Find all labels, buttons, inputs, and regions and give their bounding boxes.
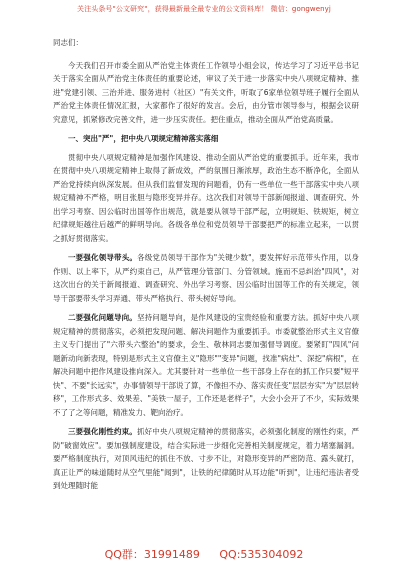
- section-heading-1: 一、突出"严"，把中央八项规定精神落实落细: [68, 134, 219, 143]
- footer: [0, 548, 408, 562]
- footer-qq: QQ:535304092: [219, 548, 304, 561]
- paragraph-intro: 今天我们召开市委全面从严治党主体责任工作领导小组会议，传达学习了习近平总书记关于落实全面从严治党主体责任的重要论述，审议了关于进一步落实中央八项规定精神、推进"党建引领、三治并进、服务进村（社区）"有关文件，听取了6家单位领导班子履行全面从严治党主体责任情况汇报，大家都作了很好的发言。会后，由分管市领导参与，根据会议研究意见，抓紧修改完善文件，进一步压实责任。把住重点，推动全面从严治党高质量。: [53, 60, 359, 124]
- point-1-title: 一要强化领导带头。: [68, 253, 138, 262]
- point-1-text: 各级党员领导干部作为"关键少数"，要发挥好示范带头作用，以身作则、以上率下，从严约束自己，从严管理分管部门、分管领域。施而不忌纠治"四风"，对这次出台的关于新闻报道、调查研究、外出学习考察、因公临时出国等工作的有关规定，领导干部要带头学习弄通、带头严格执行、带头树好导向。: [53, 253, 359, 303]
- greeting: 同志们：: [53, 38, 83, 47]
- point-2-title: 二要强化问题导向。: [68, 313, 137, 322]
- point-3-text: 抓好中央八项规定精神的贯彻落实，必须强化制度的刚性约束，严防"破窗效应"。要加强制度建设，结合实际进一步细化完善相关制度规定，着力堵塞漏洞。要严格制度执行，对顶风违纪的抓住不放、寸步不让，对隐形变异的严密防范、露头就打，真正让严的味道随时从空气里能"闻到"，让铁的纪律随时从耳边能"听到"，让违纪违法者受到处理随时能: [53, 427, 360, 490]
- paragraph-point-2: [53, 311, 359, 419]
- paragraph-point-1: [53, 251, 359, 305]
- header-banner: 关注头条号"公文研究"，获得最新最全最专业的公文资料库！ 微信：gongwenyj: [77, 5, 331, 13]
- point-2-text: 坚持问题导向，是作风建设的宝贵经验和重要方法。抓好中央八项规定精神的贯彻落实，必须把发现问题、解决问题作为重要抓手。市委就整治形式主义官僚主义专门提出了"六带头六整治"的要求，会生、敬林同志要加强督导调度。要紧盯"四风"问题新动向新表现，特别是形式主义官僚主义"隐形""变异"问题，找准"病灶"、深挖"病根"，在解决问题中把作风建设推向深入。尤其要针对一些单位一些干部身上存在的抓工作只要"短平快"、不要"长远实"，办事情领导干部说了算，不像担不办、落实责任变"层层夯实"为"层层转移"，工作形式多、效果差、"美铁一屋子，工作还是老样子"，大会小会开了不少，实际效果不了了之等问题，精准发力、靶向治疗。: [53, 313, 360, 417]
- point-3-title: 三要强化刚性约束。: [68, 427, 137, 436]
- paragraph-point-3: [53, 425, 359, 493]
- document-body: [53, 36, 359, 493]
- footer-qq-group: QQ群：31991489: [104, 548, 200, 561]
- paragraph-section-1: 贯彻中央八项规定精神是加强作风建设、推动全面从严治党的重要抓手。近年来，我市在贯彻中央八项规定精神上取得了新成效，严的氛围日渐浓厚，政治生态不断净化，全面从严治党持续向纵深发展。但从我们监督发现的问题看，仍有一些单位一些干部落实中央八项规定精神不严格，明目张胆与隐形变异并存。这次我们对领导干部新闻报道、调查研究、外出学习考察、因公临时出国等作出规范，就是要从领导干部严起，立明规矩、铁规矩，树立纪律规矩越往后越严的鲜明导向。各级各单位和党员领导干部要把严的标准立起来，一以贯之抓好贯彻落实。: [53, 152, 359, 243]
